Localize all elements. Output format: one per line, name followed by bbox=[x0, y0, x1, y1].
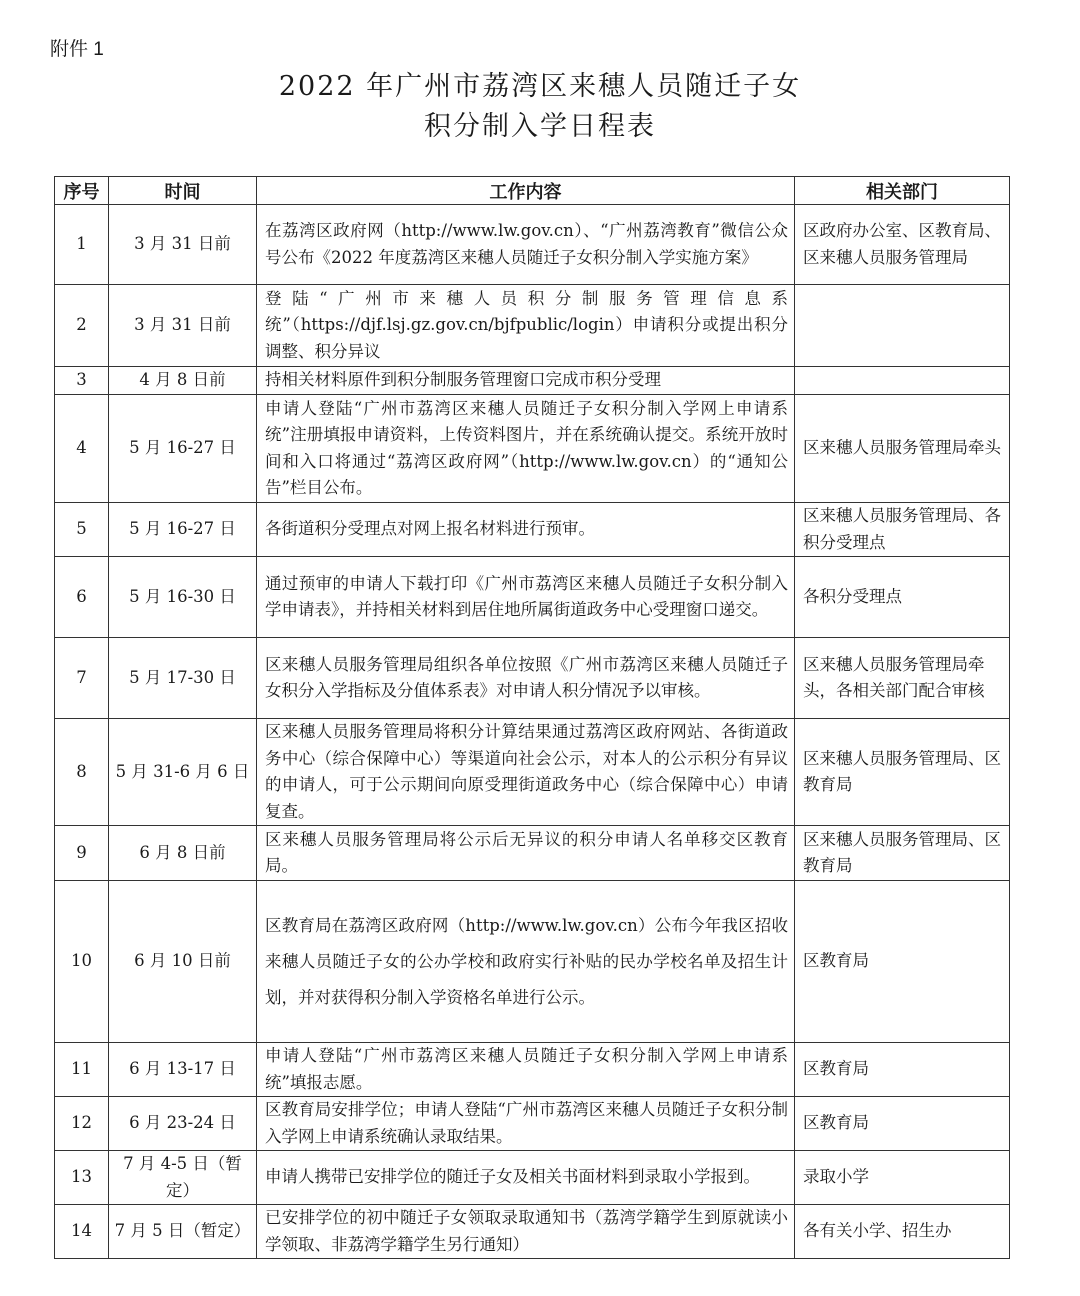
row-content: 登陆“广州市来穗人员积分制服务管理信息系统”（https://djf.lsj.gz.gov.cn/bjfpublic/login）申请积分或提出积分调整、积分异议 bbox=[257, 285, 795, 367]
row-content: 申请人登陆“广州市荔湾区来穗人员随迁子女积分制入学网上申请系统”填报志愿。 bbox=[257, 1043, 795, 1097]
row-content: 区来穗人员服务管理局将公示后无异议的积分申请人名单移交区教育局。 bbox=[257, 826, 795, 881]
row-dept: 区政府办公室、区教育局、区来穗人员服务管理局 bbox=[795, 205, 1010, 285]
row-time: 6 月 13-17 日 bbox=[109, 1043, 257, 1097]
row-time: 6 月 23-24 日 bbox=[109, 1097, 257, 1151]
row-time: 7 月 5 日（暂定） bbox=[109, 1205, 257, 1259]
row-dept: 区来穗人员服务管理局、区教育局 bbox=[795, 719, 1010, 826]
row-content: 申请人携带已安排学位的随迁子女及相关书面材料到录取小学报到。 bbox=[257, 1151, 795, 1205]
header-dept: 相关部门 bbox=[795, 177, 1010, 205]
row-dept: 区教育局 bbox=[795, 1097, 1010, 1151]
row-time: 5 月 16-27 日 bbox=[109, 503, 257, 557]
row-no: 4 bbox=[55, 395, 109, 503]
row-time: 5 月 17-30 日 bbox=[109, 638, 257, 719]
row-time: 5 月 16-30 日 bbox=[109, 557, 257, 638]
table-row bbox=[55, 1205, 1010, 1259]
row-no: 5 bbox=[55, 503, 109, 557]
row-no: 6 bbox=[55, 557, 109, 638]
row-time: 5 月 16-27 日 bbox=[109, 395, 257, 503]
row-content: 区来穗人员服务管理局将积分计算结果通过荔湾区政府网站、各街道政务中心（综合保障中心）等渠道向社会公示，对本人的公示积分有异议的申请人，可于公示期间向原受理街道政务中心（综合保障中心）申请复查。 bbox=[257, 719, 795, 826]
row-no: 8 bbox=[55, 719, 109, 826]
row-no: 10 bbox=[55, 881, 109, 1043]
row-time: 3 月 31 日前 bbox=[109, 205, 257, 285]
row-dept bbox=[795, 285, 1010, 367]
row-content: 区教育局在荔湾区政府网（http://www.lw.gov.cn）公布今年我区招收来穗人员随迁子女的公办学校和政府实行补贴的民办学校名单及招生计划，并对获得积分制入学资格名单进行公示。 bbox=[257, 881, 795, 1043]
table-row bbox=[55, 367, 1010, 395]
table-row bbox=[55, 503, 1010, 557]
row-no: 3 bbox=[55, 367, 109, 395]
row-dept: 各积分受理点 bbox=[795, 557, 1010, 638]
row-time: 5 月 31-6 月 6 日 bbox=[109, 719, 257, 826]
table-row bbox=[55, 719, 1010, 826]
row-dept: 录取小学 bbox=[795, 1151, 1010, 1205]
row-no: 9 bbox=[55, 826, 109, 881]
header-no: 序号 bbox=[55, 177, 109, 205]
row-content: 在荔湾区政府网（http://www.lw.gov.cn）、“广州荔湾教育”微信公众号公布《2022 年度荔湾区来穗人员随迁子女积分制入学实施方案》 bbox=[257, 205, 795, 285]
table-row bbox=[55, 638, 1010, 719]
table-row bbox=[55, 1043, 1010, 1097]
header-time: 时间 bbox=[109, 177, 257, 205]
row-time: 4 月 8 日前 bbox=[109, 367, 257, 395]
row-content: 通过预审的申请人下载打印《广州市荔湾区来穗人员随迁子女积分制入学申请表》，并持相关材料到居住地所属街道政务中心受理窗口递交。 bbox=[257, 557, 795, 638]
row-dept: 区教育局 bbox=[795, 881, 1010, 1043]
table-row bbox=[55, 285, 1010, 367]
row-dept: 区来穗人员服务管理局、区教育局 bbox=[795, 826, 1010, 881]
table-row bbox=[55, 1151, 1010, 1205]
row-no: 13 bbox=[55, 1151, 109, 1205]
row-dept: 区来穗人员服务管理局牵头 bbox=[795, 395, 1010, 503]
attachment-label: 附件 1 bbox=[50, 39, 104, 60]
table-row bbox=[55, 1097, 1010, 1151]
row-content: 持相关材料原件到积分制服务管理窗口完成市积分受理 bbox=[257, 367, 795, 395]
row-time: 6 月 10 日前 bbox=[109, 881, 257, 1043]
row-no: 2 bbox=[55, 285, 109, 367]
table-row bbox=[55, 881, 1010, 1043]
row-time: 7 月 4-5 日（暂定） bbox=[109, 1151, 257, 1205]
header-content: 工作内容 bbox=[257, 177, 795, 205]
row-no: 1 bbox=[55, 205, 109, 285]
row-content: 各街道积分受理点对网上报名材料进行预审。 bbox=[257, 503, 795, 557]
row-dept: 区来穗人员服务管理局、各积分受理点 bbox=[795, 503, 1010, 557]
row-dept: 区教育局 bbox=[795, 1043, 1010, 1097]
row-content: 区来穗人员服务管理局组织各单位按照《广州市荔湾区来穗人员随迁子女积分入学指标及分值体系表》对申请人积分情况予以审核。 bbox=[257, 638, 795, 719]
row-no: 11 bbox=[55, 1043, 109, 1097]
row-content: 区教育局安排学位；申请人登陆“广州市荔湾区来穗人员随迁子女积分制入学网上申请系统确认录取结果。 bbox=[257, 1097, 795, 1151]
table-row bbox=[55, 557, 1010, 638]
table-row bbox=[55, 826, 1010, 881]
row-dept: 各有关小学、招生办 bbox=[795, 1205, 1010, 1259]
table-row bbox=[55, 395, 1010, 503]
document-title-line-2: 积分制入学日程表 bbox=[424, 111, 656, 142]
table-row bbox=[55, 205, 1010, 285]
row-dept bbox=[795, 367, 1010, 395]
schedule-table bbox=[54, 176, 1010, 1259]
row-content: 已安排学位的初中随迁子女领取录取通知书（荔湾学籍学生到原就读小学领取、非荔湾学籍学生另行通知） bbox=[257, 1205, 795, 1259]
row-time: 6 月 8 日前 bbox=[109, 826, 257, 881]
row-no: 14 bbox=[55, 1205, 109, 1259]
table-header-row bbox=[55, 177, 1010, 205]
row-no: 12 bbox=[55, 1097, 109, 1151]
row-time: 3 月 31 日前 bbox=[109, 285, 257, 367]
row-no: 7 bbox=[55, 638, 109, 719]
document-title-line-1: 2022 年广州市荔湾区来穗人员随迁子女 bbox=[278, 71, 802, 102]
row-dept: 区来穗人员服务管理局牵头，各相关部门配合审核 bbox=[795, 638, 1010, 719]
row-content: 申请人登陆“广州市荔湾区来穗人员随迁子女积分制入学网上申请系统”注册填报申请资料，上传资料图片，并在系统确认提交。系统开放时间和入口将通过“荔湾区政府网”（http://www.lw.gov.cn）的“通知公告”栏目公布。 bbox=[257, 395, 795, 503]
